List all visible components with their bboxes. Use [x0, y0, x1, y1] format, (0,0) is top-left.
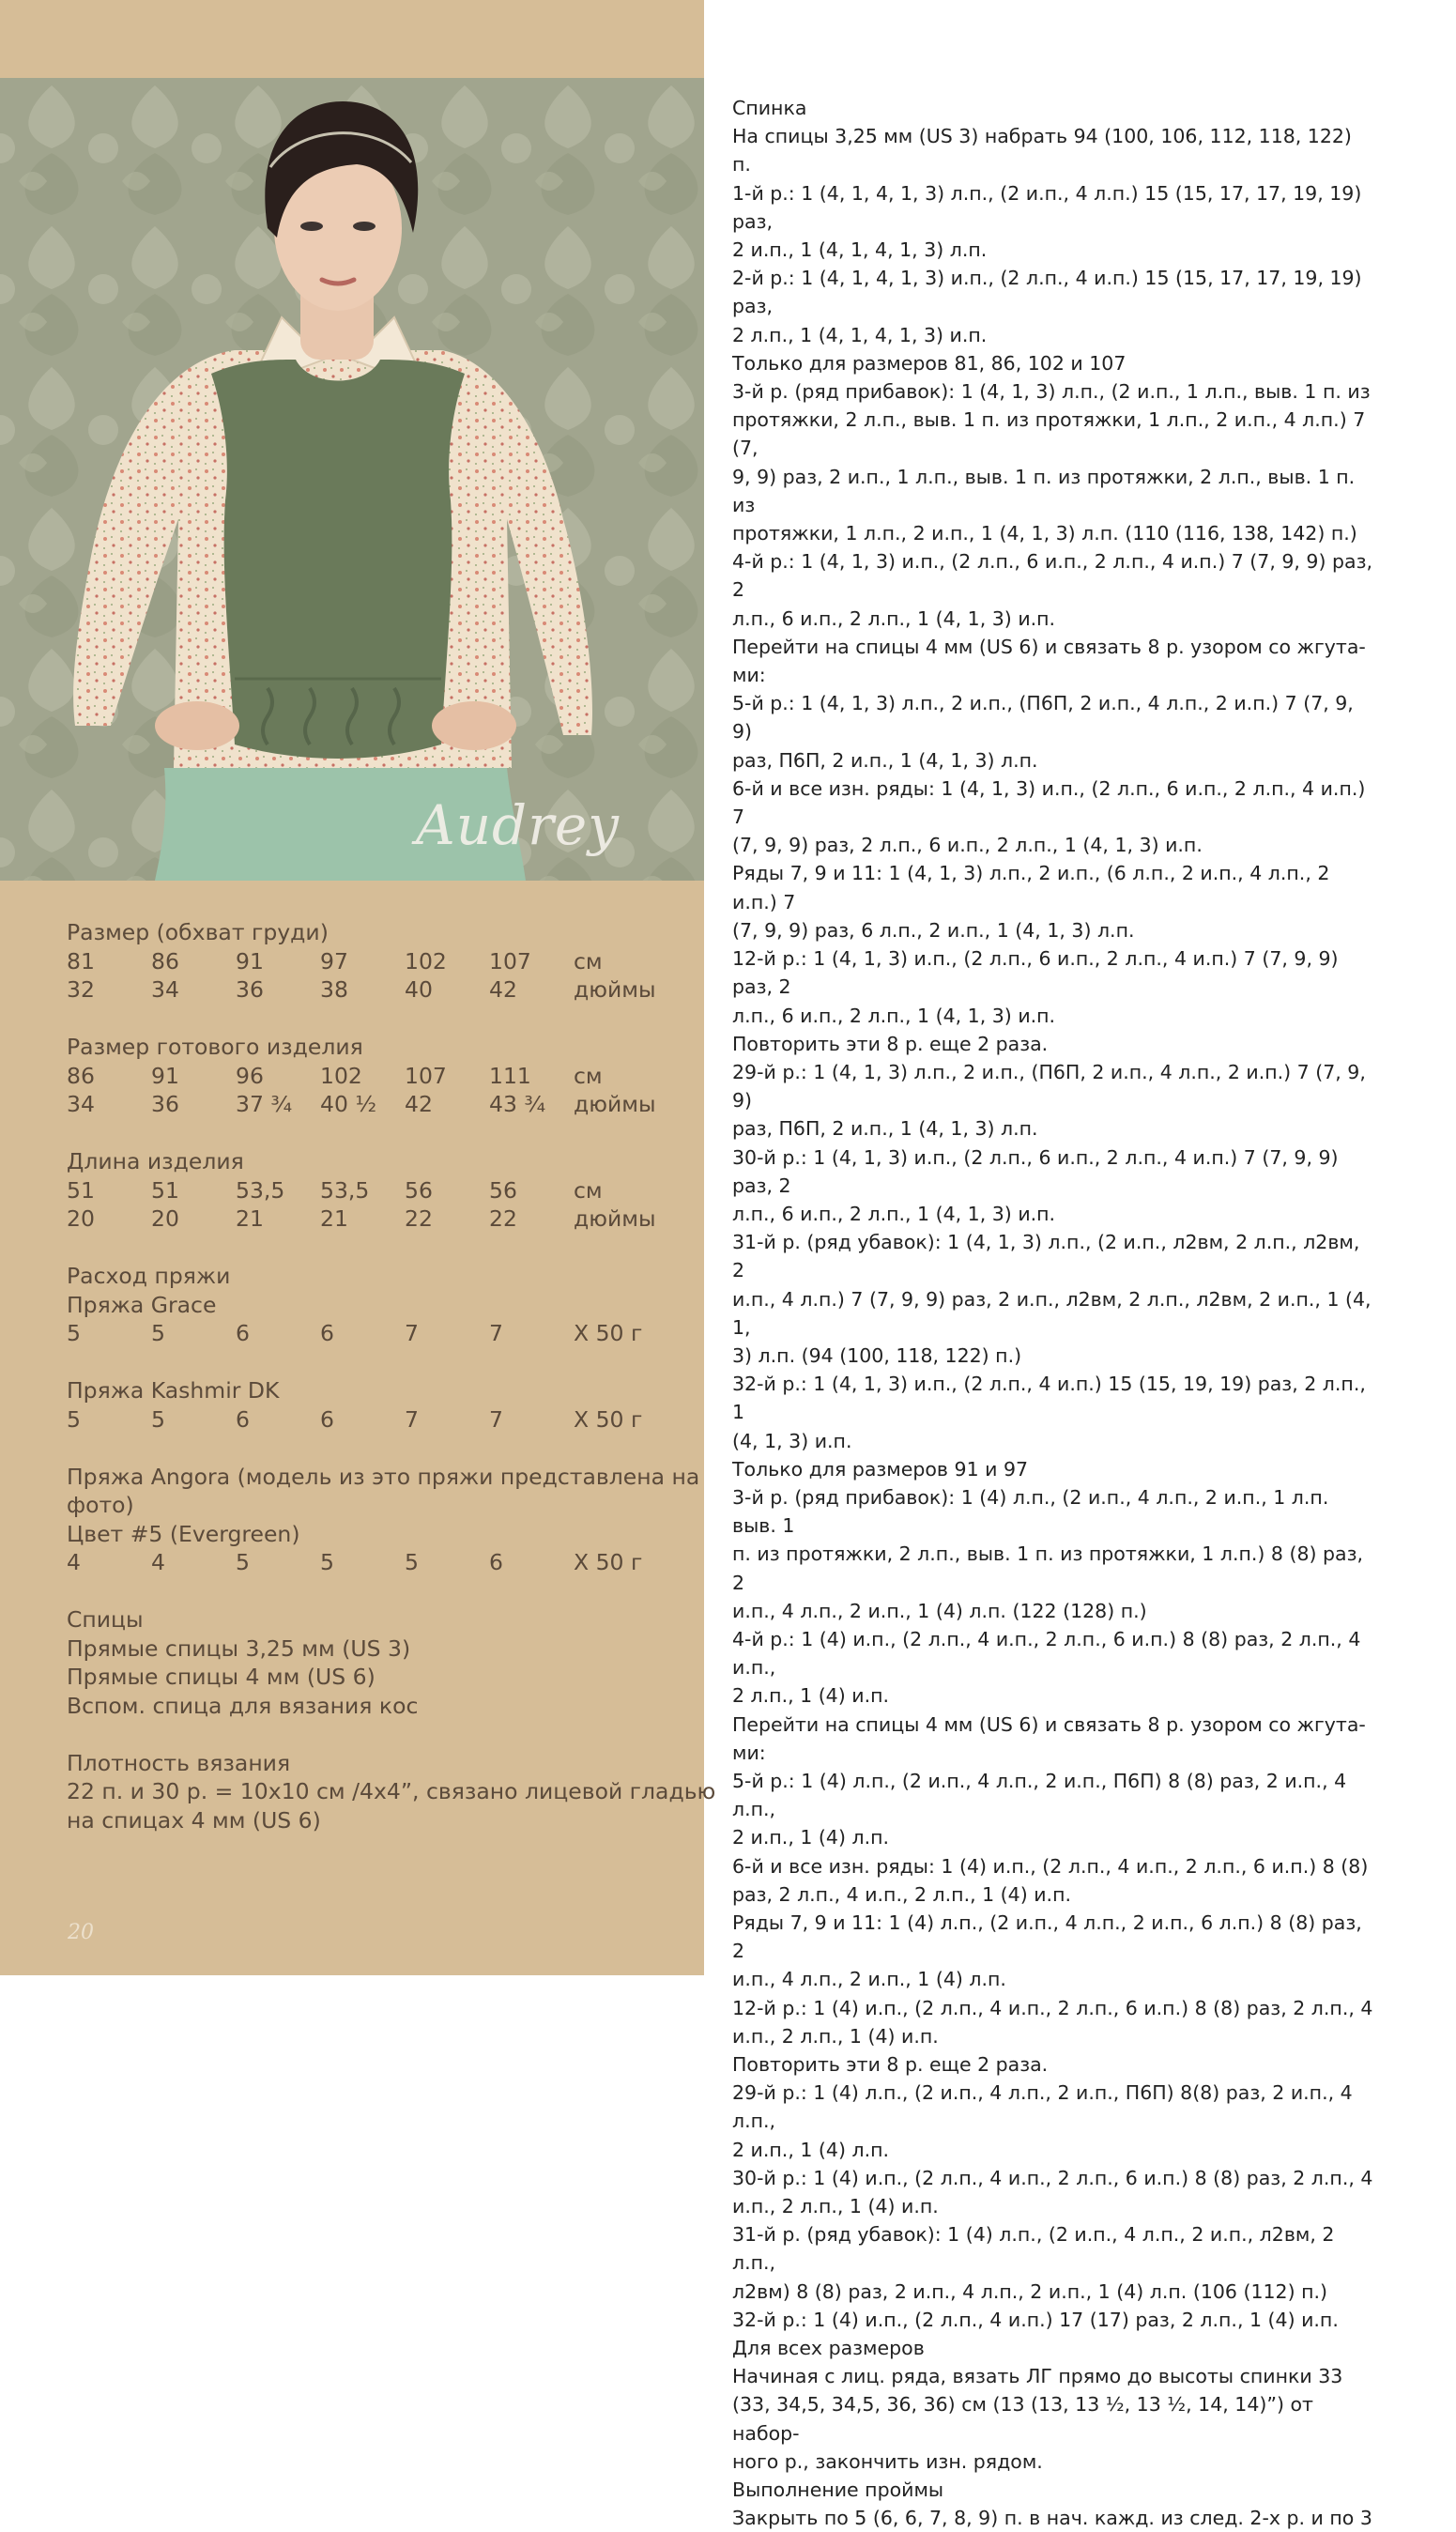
- spec-row: [67, 975, 686, 1005]
- instruction-line: (7, 9, 9) раз, 2 л.п., 6 и.п., 2 л.п., 1 (4, 1, 3) и.п.: [732, 834, 1203, 857]
- instruction-line: (7, 9, 9) раз, 6 л.п., 2 и.п., 1 (4, 1, 3) л.п.: [732, 918, 1135, 942]
- instruction-line: 31-й р. (ряд убавок): 1 (4) л.п., (2 и.п., 4 л.п., 2 и.п., л2вм, 2 л.п.,: [732, 2223, 1335, 2275]
- instruction-line: 30-й р.: 1 (4) и.п., (2 л.п., 4 и.п., 2 л.п., 6 и.п.) 8 (8) раз, 2 л.п., 4: [732, 2166, 1373, 2189]
- spec-section-title: Размер готового изделия: [67, 1034, 363, 1060]
- instruction-line: ми:: [732, 1741, 766, 1764]
- spec-unit: см: [574, 1176, 603, 1204]
- instruction-line: (4, 1, 3) и.п.: [732, 1429, 852, 1452]
- spec-value: 34: [151, 976, 179, 1003]
- instruction-line: 5-й р.: 1 (4) л.п., (2 и.п., 4 л.п., 2 и.п., П6П) 8 (8) раз, 2 и.п., 4 л.п.,: [732, 1769, 1347, 1821]
- spec-value: 20: [151, 1205, 179, 1232]
- spec-value: 91: [236, 947, 264, 974]
- gauge-title: Плотность вязания: [67, 1749, 291, 1776]
- model-photo: [0, 78, 704, 881]
- spec-value: 51: [67, 1176, 95, 1204]
- spec-value: 107: [405, 1062, 447, 1089]
- spec-value: 7: [489, 1320, 503, 1346]
- spec-value: 91: [151, 1062, 179, 1089]
- spec-section-title: Расход пряжи: [67, 1263, 231, 1289]
- spec-section-title: Пряжа Angora (модель из это пряжи представлена на: [67, 1463, 700, 1490]
- instruction-line: 2 и.п., 1 (4, 1, 4, 1, 3) л.п.: [732, 238, 988, 262]
- instruction-line: раз, П6П, 2 и.п., 1 (4, 1, 3) л.п.: [732, 1117, 1038, 1141]
- spec-value: 96: [236, 1062, 264, 1089]
- spec-value: 56: [489, 1176, 517, 1204]
- spec-value: 22: [405, 1205, 433, 1232]
- instruction-line: 2 и.п., 1 (4) л.п.: [732, 1826, 890, 1849]
- spec-value: 107: [489, 947, 531, 974]
- instruction-line: 6-й и все изн. ряды: 1 (4, 1, 3) и.п., (2 л.п., 6 и.п., 2 л.п., 4 и.п.) 7: [732, 776, 1366, 829]
- spec-section-title: Пряжа Grace: [67, 1291, 217, 1318]
- instruction-line: ми:: [732, 664, 766, 687]
- spec-value: 5: [405, 1549, 419, 1575]
- instruction-line: л2вм) 8 (8) раз, 2 и.п., 4 л.п., 2 и.п., 1 (4) л.п. (106 (112) п.): [732, 2279, 1328, 2303]
- spec-unit: см: [574, 1062, 603, 1089]
- spec-row: [67, 1548, 686, 1577]
- spec-unit: см: [574, 947, 603, 974]
- instruction-line: Выполнение проймы: [732, 2478, 944, 2502]
- spec-value: 6: [489, 1549, 503, 1575]
- needle-item: Прямые спицы 4 мм (US 6): [67, 1664, 375, 1690]
- instruction-line: ного р., закончить изн. рядом.: [732, 2449, 1043, 2473]
- spec-value: 5: [151, 1320, 165, 1346]
- instruction-line: 3) л.п. (94 (100, 118, 122) п.): [732, 1343, 1022, 1367]
- instruction-line: раз, 2 л.п., 4 и.п., 2 л.п., 1 (4) и.п.: [732, 1882, 1071, 1906]
- spec-value: 7: [489, 1405, 503, 1433]
- spec-row: [67, 1205, 686, 1234]
- spec-value: 37 ¾: [236, 1091, 293, 1117]
- spec-row: [67, 1319, 686, 1348]
- instruction-line: Закрыть по 5 (6, 6, 7, 8, 9) п. в нач. кажд. из след. 2-х р. и по 3: [732, 2507, 1372, 2530]
- instruction-line: Перейти на спицы 4 мм (US 6) и связать 8 р. узором со жгута-: [732, 1712, 1366, 1736]
- spec-value: 6: [236, 1320, 250, 1346]
- needle-item: Прямые спицы 3,25 мм (US 3): [67, 1634, 411, 1662]
- instruction-line: 2-й р.: 1 (4, 1, 4, 1, 3) и.п., (2 л.п., 4 и.п.) 15 (15, 17, 17, 19, 19) раз,: [732, 267, 1362, 318]
- spec-section-title: Длина изделия: [67, 1148, 244, 1174]
- instruction-line: 6-й и все изн. ряды: 1 (4) и.п., (2 л.п., 4 и.п., 2 л.п., 6 и.п.) 8 (8): [732, 1854, 1369, 1878]
- instruction-line: Ряды 7, 9 и 11: 1 (4, 1, 3) л.п., 2 и.п., (6 л.п., 2 и.п., 4 л.п., 2 и.п.) 7: [732, 862, 1330, 913]
- instruction-line: 4-й р.: 1 (4) и.п., (2 л.п., 4 и.п., 2 л.п., 6 и.п.) 8 (8) раз, 2 л.п., 4 и.п.,: [732, 1627, 1361, 1680]
- left-panel: [0, 0, 716, 1975]
- instruction-line: На спицы 3,25 мм (US 3) набрать 94 (100, 106, 112, 118, 122) п.: [732, 125, 1352, 176]
- instruction-line: л.п., 6 и.п., 2 л.п., 1 (4, 1, 3) и.п.: [732, 606, 1056, 630]
- instruction-line: 2 л.п., 1 (4, 1, 4, 1, 3) и.п.: [732, 323, 988, 346]
- spec-section-title: фото): [67, 1492, 134, 1518]
- instruction-line: и.п., 2 л.п., 1 (4) и.п.: [732, 2024, 939, 2048]
- spec-value: 22: [489, 1205, 517, 1232]
- instruction-line: Повторить эти 8 р. еще 2 раза.: [732, 2053, 1049, 2077]
- spec-value: 42: [405, 1091, 433, 1117]
- spec-unit: X 50 г: [574, 1405, 643, 1433]
- spec-section-title: Размер (обхват груди): [67, 919, 329, 945]
- knitting-instructions: [732, 94, 1375, 2532]
- spec-row: [67, 1405, 686, 1435]
- instruction-line: раз, П6П, 2 и.п., 1 (4, 1, 3) л.п.: [732, 748, 1038, 772]
- instruction-line: и.п., 2 л.п., 1 (4) и.п.: [732, 2195, 939, 2218]
- instruction-line: 29-й р.: 1 (4, 1, 3) л.п., 2 и.п., (П6П, 2 и.п., 4 л.п., 2 и.п.) 7 (7, 9, 9): [732, 1060, 1366, 1113]
- instruction-line: 2 и.п., 1 (4) л.п.: [732, 2138, 890, 2161]
- spec-row: [67, 1062, 686, 1091]
- spec-value: 7: [405, 1320, 419, 1346]
- needle-item: Вспом. спица для вязания кос: [67, 1692, 419, 1719]
- spec-value: 7: [405, 1405, 419, 1433]
- spec-value: 81: [67, 947, 95, 974]
- spec-value: 6: [236, 1405, 250, 1433]
- spec-value: 86: [151, 947, 179, 974]
- spec-value: 5: [67, 1320, 81, 1346]
- instruction-line: л.п., 6 и.п., 2 л.п., 1 (4, 1, 3) и.п.: [732, 1004, 1056, 1027]
- instruction-line: 4-й р.: 1 (4, 1, 3) и.п., (2 л.п., 6 и.п., 2 л.п., 4 и.п.) 7 (7, 9, 9) раз, 2: [732, 550, 1372, 602]
- spec-value: 53,5: [320, 1176, 370, 1204]
- instruction-line: 32-й р.: 1 (4) и.п., (2 л.п., 4 и.п.) 17 (17) раз, 2 л.п., 1 (4) и.п.: [732, 2308, 1339, 2331]
- spec-value: 56: [405, 1176, 433, 1204]
- instruction-line: 9, 9) раз, 2 и.п., 1 л.п., выв. 1 п. из протяжки, 2 л.п., выв. 1 п. из: [732, 465, 1356, 516]
- instruction-line: протяжки, 1 л.п., 2 и.п., 1 (4, 1, 3) л.п. (110 (116, 138, 142) п.): [732, 522, 1357, 545]
- instruction-line: 3-й р. (ряд прибавок): 1 (4) л.п., (2 и.п., 4 л.п., 2 и.п., 1 л.п. выв. 1: [732, 1485, 1329, 1538]
- spec-value: 53,5: [236, 1176, 285, 1204]
- spec-unit: дюймы: [574, 976, 656, 1003]
- instruction-line: 29-й р.: 1 (4) л.п., (2 и.п., 4 л.п., 2 и.п., П6П) 8(8) раз, 2 и.п., 4 л.п.,: [732, 2081, 1353, 2133]
- spec-value: 6: [320, 1320, 334, 1346]
- specifications: [67, 918, 716, 1834]
- spec-value: 111: [489, 1062, 531, 1089]
- spec-value: 5: [236, 1549, 250, 1575]
- gauge-line: на спицах 4 мм (US 6): [67, 1806, 321, 1834]
- spec-value: 40 ½: [320, 1091, 377, 1117]
- instruction-line: Спинка: [732, 97, 807, 119]
- spec-row: [67, 947, 686, 976]
- spec-value: 40: [405, 976, 433, 1003]
- spec-value: 4: [151, 1549, 165, 1575]
- instruction-line: л.п., 6 и.п., 2 л.п., 1 (4, 1, 3) и.п.: [732, 1202, 1056, 1225]
- instruction-line: и.п., 4 л.п., 2 и.п., 1 (4) л.п. (122 (128) п.): [732, 1599, 1147, 1622]
- instruction-line: и.п., 4 л.п.) 7 (7, 9, 9) раз, 2 и.п., л2вм, 2 л.п., л2вм, 2 и.п., 1 (4, 1,: [732, 1287, 1372, 1339]
- spec-unit: X 50 г: [574, 1320, 643, 1346]
- page-number: 20: [68, 1921, 94, 1944]
- instruction-line: и.п., 4 л.п., 2 и.п., 1 (4) л.п.: [732, 1968, 1006, 1991]
- instruction-line: 31-й р. (ряд убавок): 1 (4, 1, 3) л.п., (2 и.п., л2вм, 2 л.п., л2вм, 2: [732, 1231, 1360, 1282]
- spec-value: 42: [489, 976, 517, 1003]
- spec-value: 21: [236, 1205, 264, 1232]
- spec-value: 36: [236, 976, 264, 1003]
- instruction-line: протяжки, 2 л.п., выв. 1 п. из протяжки, 1 л.п., 2 и.п., 4 л.п.) 7 (7,: [732, 408, 1366, 460]
- instruction-line: 5-й р.: 1 (4, 1, 3) л.п., 2 и.п., (П6П, 2 и.п., 4 л.п., 2 и.п.) 7 (7, 9, 9): [732, 692, 1354, 744]
- needles-title: Спицы: [67, 1606, 144, 1633]
- spec-unit: дюймы: [574, 1091, 656, 1117]
- spec-value: 102: [405, 947, 447, 974]
- instruction-line: (33, 34,5, 34,5, 36, 36) см (13 (13, 13 ½, 13 ½, 14, 14)”) от набор-: [732, 2393, 1313, 2445]
- gauge-line: 22 п. и 30 р. = 10x10 см /4x4”, связано лицевой гладью: [67, 1778, 716, 1804]
- spec-value: 36: [151, 1091, 179, 1117]
- spec-value: 34: [67, 1091, 95, 1117]
- instruction-line: Перейти на спицы 4 мм (US 6) и связать 8 р. узором со жгута-: [732, 635, 1366, 658]
- spec-row: [67, 1090, 686, 1119]
- instruction-line: п. из протяжки, 2 л.п., выв. 1 п. из протяжки, 1 л.п.) 8 (8) раз, 2: [732, 1542, 1364, 1594]
- spec-value: 38: [320, 976, 348, 1003]
- instruction-line: Только для размеров 81, 86, 102 и 107: [732, 351, 1126, 375]
- model-illustration: [0, 78, 704, 881]
- spec-value: 20: [67, 1205, 95, 1232]
- instruction-line: 1-й р.: 1 (4, 1, 4, 1, 3) л.п., (2 и.п., 4 л.п.) 15 (15, 17, 17, 19, 19) раз,: [732, 181, 1362, 233]
- spec-value: 21: [320, 1205, 348, 1232]
- instruction-line: 32-й р.: 1 (4, 1, 3) и.п., (2 л.п., 4 и.п.) 15 (15, 19, 19) раз, 2 л.п., 1: [732, 1373, 1366, 1424]
- instruction-line: 30-й р.: 1 (4, 1, 3) и.п., (2 л.п., 6 и.п., 2 л.п., 4 и.п.) 7 (7, 9, 9) раз, 2: [732, 1145, 1339, 1197]
- instruction-line: Для всех размеров: [732, 2337, 925, 2360]
- spec-value: 5: [151, 1405, 165, 1433]
- spec-unit: дюймы: [574, 1205, 656, 1232]
- instruction-line: 12-й р.: 1 (4) и.п., (2 л.п., 4 и.п., 2 л.п., 6 и.п.) 8 (8) раз, 2 л.п., 4: [732, 1996, 1373, 2019]
- spec-section-title: Цвет #5 (Evergreen): [67, 1520, 300, 1547]
- spec-row: [67, 1176, 686, 1205]
- model-name-caption: Audrey: [415, 793, 620, 857]
- spec-value: 6: [320, 1405, 334, 1433]
- instruction-line: Ряды 7, 9 и 11: 1 (4) л.п., (2 и.п., 4 л.п., 2 и.п., 6 л.п.) 8 (8) раз, 2: [732, 1911, 1362, 1963]
- instruction-line: 2 л.п., 1 (4) и.п.: [732, 1684, 890, 1708]
- spec-value: 32: [67, 976, 95, 1003]
- spec-unit: X 50 г: [574, 1549, 643, 1575]
- spec-value: 102: [320, 1062, 362, 1089]
- spec-value: 86: [67, 1062, 95, 1089]
- spec-value: 4: [67, 1549, 81, 1575]
- spec-section-title: Пряжа Kashmir DK: [67, 1377, 280, 1404]
- spec-value: 51: [151, 1176, 179, 1204]
- instruction-line: Только для размеров 91 и 97: [732, 1457, 1029, 1481]
- spec-value: 97: [320, 947, 348, 974]
- spec-value: 43 ¾: [489, 1091, 546, 1117]
- spec-value: 5: [67, 1405, 81, 1433]
- instruction-line: 12-й р.: 1 (4, 1, 3) и.п., (2 л.п., 6 и.п., 2 л.п., 4 и.п.) 7 (7, 9, 9) раз, 2: [732, 947, 1339, 999]
- instruction-line: Повторить эти 8 р. еще 2 раза.: [732, 1032, 1049, 1055]
- instruction-line: Начиная с лиц. ряда, вязать ЛГ прямо до высоты спинки 33: [732, 2365, 1343, 2388]
- instruction-line: 3-й р. (ряд прибавок): 1 (4, 1, 3) л.п., (2 и.п., 1 л.п., выв. 1 п. из: [732, 380, 1371, 404]
- spec-value: 5: [320, 1549, 334, 1575]
